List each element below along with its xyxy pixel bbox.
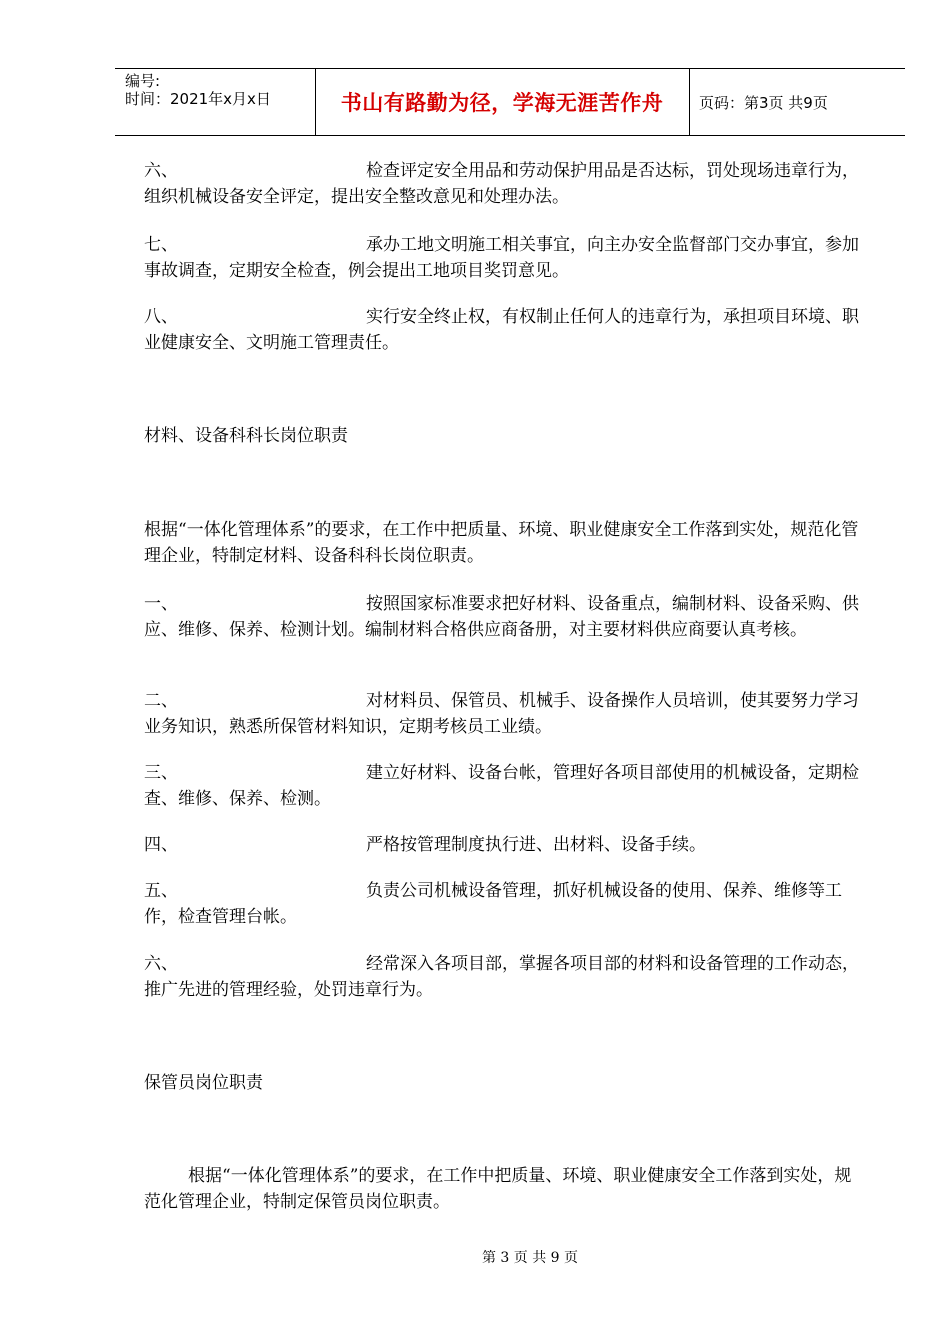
date-label: 时间：2021年x月x日 bbox=[125, 90, 271, 108]
serial-label: 编号: bbox=[125, 72, 161, 90]
item-text: 承办工地文明施工相关事宜，向主办安全监督部门交办事宜，参加事故调查，定期安全检查，例会提出工地项目奖罚意见。 bbox=[144, 235, 859, 281]
item-number: 六、 bbox=[144, 954, 178, 974]
item-number: 五、 bbox=[144, 881, 178, 901]
item-text: 负责公司机械设备管理，抓好机械设备的使用、保养、维修等工作，检查管理台帐。 bbox=[144, 881, 842, 927]
page-header bbox=[115, 68, 905, 136]
item-number: 六、 bbox=[144, 161, 178, 181]
list-item bbox=[144, 878, 864, 930]
item-text: 建立好材料、设备台帐，管理好各项目部使用的机械设备，定期检查、维修、保养、检测。 bbox=[144, 763, 859, 809]
list-item bbox=[144, 232, 864, 284]
header-meta bbox=[115, 69, 316, 135]
motto: 书山有路勤为径，学海无涯苦作舟 bbox=[340, 91, 664, 115]
item-text: 实行安全终止权，有权制止任何人的违章行为，承担项目环境、职业健康安全、文明施工管理责任。 bbox=[144, 307, 859, 353]
item-text: 检查评定安全用品和劳动保护用品是否达标，罚处现场违章行为，组织机械设备安全评定，提出安全整改意见和处理办法。 bbox=[144, 161, 859, 207]
item-number: 四、 bbox=[144, 835, 178, 855]
section-heading: 材料、设备科科长岗位职责 bbox=[144, 426, 348, 446]
list-item bbox=[144, 688, 864, 740]
item-number: 二、 bbox=[144, 691, 178, 711]
item-text: 按照国家标准要求把好材料、设备重点，编制材料、设备采购、供应、维修、保养、检测计划。编制材料合格供应商备册，对主要材料供应商要认真考核。 bbox=[144, 594, 859, 640]
list-item bbox=[144, 951, 864, 1003]
item-number: 八、 bbox=[144, 307, 178, 327]
section-intro: 根据“一体化管理体系”的要求，在工作中把质量、环境、职业健康安全工作落到实处，规范化管理企业，特制定材料、设备科科长岗位职责。 bbox=[144, 520, 859, 566]
item-text: 严格按管理制度执行进、出材料、设备手续。 bbox=[366, 835, 706, 855]
page-info: 页码：第3页 共9页 bbox=[699, 93, 828, 112]
list-item bbox=[144, 591, 864, 643]
section-heading: 保管员岗位职责 bbox=[144, 1073, 263, 1093]
item-text: 对材料员、保管员、机械手、设备操作人员培训，使其要努力学习业务知识，熟悉所保管材料知识，定期考核员工业绩。 bbox=[144, 691, 859, 737]
header-page-info bbox=[689, 69, 905, 135]
section-intro: 根据“一体化管理体系”的要求，在工作中把质量、环境、职业健康安全工作落到实处，规范化管理企业，特制定保管员岗位职责。 bbox=[144, 1166, 852, 1212]
list-item bbox=[144, 158, 864, 210]
page-footer: 第 3 页 共 9 页 bbox=[481, 1250, 579, 1266]
list-item bbox=[144, 832, 864, 858]
list-item bbox=[144, 760, 864, 812]
item-number: 七、 bbox=[144, 235, 178, 255]
item-number: 三、 bbox=[144, 763, 178, 783]
item-number: 一、 bbox=[144, 594, 178, 614]
item-text: 经常深入各项目部，掌握各项目部的材料和设备管理的工作动态，推广先进的管理经验，处罚违章行为。 bbox=[144, 954, 859, 1000]
header-motto-cell bbox=[315, 69, 690, 135]
list-item bbox=[144, 304, 864, 356]
